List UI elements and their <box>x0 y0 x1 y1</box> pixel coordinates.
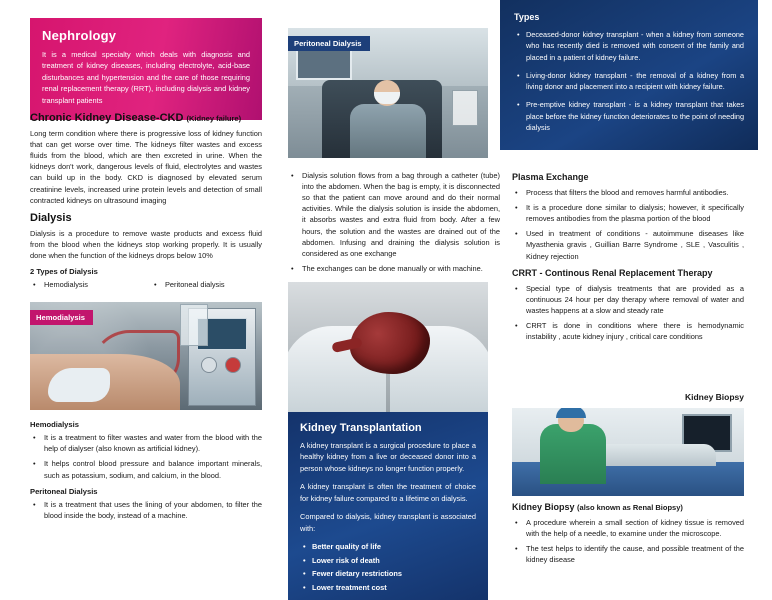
types-list <box>514 29 744 133</box>
gloved-hand <box>48 368 110 402</box>
list-item: • A procedure wherein a small section of kidney tissue is removed with the help of a needle, to examine under the microscope. <box>524 517 744 539</box>
kidney-biopsy-photo <box>512 408 744 496</box>
nephrology-callout <box>30 18 262 120</box>
peritoneal-photo-label: Peritoneal Dialysis <box>288 36 370 51</box>
nephrology-text: It is a medical specialty which deals with diagnosis and treatment of kidney diseases, including electrolyte, acid-base disturbances and hypertension and the care of those requiring renal replacement therapy (RRT), including dialysis and kidney transplant patients <box>42 50 250 105</box>
left-content <box>30 112 262 527</box>
list-item: • The test helps to identify the cause, and possible treatment of the kidney disease <box>524 543 744 565</box>
transplantation-paragraph-2: A kidney transplant is often the treatment of choice for kidney failure compared to a lifetime on dialysis. <box>300 482 476 503</box>
dialysis-type-col-2 <box>151 279 262 294</box>
list-item: • Peritoneal dialysis <box>163 279 262 290</box>
list-item: • Living-donor kidney transplant - the removal of a kidney from a living donor and placement into a recipient with kidney failure. <box>526 70 744 93</box>
nephrology-title: Nephrology <box>42 28 117 43</box>
peritoneal-dialysis-photo <box>288 28 488 158</box>
kidney-biopsy-heading: Kidney Biopsy <box>684 392 744 402</box>
list-item: • CRRT is done in conditions where there is hemodynamic instability , acute kidney injury , critical care conditions <box>524 320 744 342</box>
kidney-biopsy-section <box>512 502 744 571</box>
list-item: • The exchanges can be done manually or with machine. <box>300 263 500 274</box>
transplant-types-callout <box>500 0 758 150</box>
list-item: • Dialysis solution flows from a bag through a catheter (tube) into the abdomen. When the bag is empty, it is disconnected so that the patient can move around and do their normal activities. While the dialysis solution is inside the abdomen, it absorbs wastes and extra fluid from body. After a few hours, the solution and the wastes are drained out of the abdomen. Infusing and draining the dialysis solution is considered as one exchange <box>300 170 500 259</box>
list-item: • It helps control blood pressure and balance important minerals, such as potassium, sodium, and calcium, in the blood. <box>42 458 262 480</box>
patient-draped <box>596 444 716 466</box>
ckd-text: Long term condition where there is progressive loss of kidney function that can get worse over time. The kidneys filter wastes and excess fluids from the blood, which are then excreted in urine. When the kidneys don't work, dangerous levels of fluid, electrolytes and wastes can build up in the body. CKD is diagnosed by elevated serum creatinine levels, increased urine protein levels and detection of small contracted kidneys on ultrasound imaging <box>30 129 262 205</box>
left-column <box>30 0 262 600</box>
right-column <box>512 0 744 600</box>
doctor-scrubs <box>540 424 606 484</box>
list-item: • Used in treatment of conditions - autoimmune diseases like Myasthenia gravis , Guillian Barre Syndrome , SLE , Vasculitis , Kidney rejection <box>524 228 744 261</box>
biopsy-title-text: Kidney Biopsy <box>512 502 575 512</box>
surgical-cap-icon <box>556 408 586 418</box>
types-title: Types <box>514 12 540 22</box>
hemodialysis-photo <box>30 302 262 410</box>
dialysis-solution-bag <box>452 90 478 126</box>
crrt-bullets <box>512 283 744 343</box>
list-item: • It is a treatment to filter wastes and water from the blood with the help of dialyser (also known as artificial kidney). <box>42 432 262 454</box>
list-item: • Special type of dialysis treatments that are provided as a continuous 24 hour per day therapy where removal of water and wastes happens at a slow and steady rate <box>524 283 744 316</box>
ckd-subtitle: (Kidney failure) <box>186 114 242 123</box>
hemodialysis-bullets <box>30 432 262 480</box>
peritoneal-dialysis-bullets <box>288 170 500 278</box>
biopsy-subtitle: (also known as Renal Biopsy) <box>577 503 683 512</box>
machine-knob <box>201 357 217 373</box>
list-item: • It is a treatment that uses the lining of your abdomen, to filter the blood inside the body, instead of a machine. <box>42 499 262 521</box>
list-item: • Fewer dietary restrictions <box>312 568 476 579</box>
list-item: • Pre-emptive kidney transplant - is a kidney transplant that takes place before the kidney function deteriorates to the point of needing dialysis <box>526 99 744 133</box>
hemodialysis-title: Hemodialysis <box>30 420 79 430</box>
list-item: • It is a procedure done similar to dialysis; however, it specifically removes antibodies from the plasma portion of the blood <box>524 202 744 224</box>
list-item: • Better quality of life <box>312 541 476 552</box>
kidney-transplant-photo <box>288 282 488 412</box>
peritoneal-title: Peritoneal Dialysis <box>30 486 98 496</box>
ckd-title-text: Chronic Kidney Disease-CKD <box>30 112 184 124</box>
list-item: • Deceased-donor kidney transplant - when a kidney from someone who has recently died is removed with consent of the family and placed in a patient of kidney failure. <box>526 29 744 63</box>
patient-body <box>350 104 426 158</box>
list-item: • Process that filters the blood and removes harmful antibodies. <box>524 187 744 198</box>
machine-knob-red <box>225 357 241 373</box>
transplantation-paragraph-3: Compared to dialysis, kidney transplant is associated with: <box>300 512 476 533</box>
dialysis-title: Dialysis <box>30 211 72 224</box>
list-item: • Lower risk of death <box>312 555 476 566</box>
list-item: • Lower treatment cost <box>312 582 476 593</box>
peritoneal-bullets <box>30 499 262 521</box>
plasma-exchange-title: Plasma Exchange <box>512 172 589 182</box>
transplantation-benefits <box>300 541 476 593</box>
transplantation-title: Kidney Transplantation <box>300 422 422 434</box>
dialysis-text: Dialysis is a procedure to remove waste products and excess fluid from the blood when the kidneys stop working properly. It is usually done when the function of the kidneys drops below 10% <box>30 228 262 260</box>
middle-column <box>288 0 500 600</box>
dialysis-type-col-1 <box>30 279 141 294</box>
list-item: • Hemodialysis <box>42 279 141 290</box>
kidney-organ <box>350 312 430 374</box>
fluid-bag <box>180 304 208 346</box>
biopsy-title <box>512 502 744 512</box>
hemodialysis-photo-label: Hemodialysis <box>30 310 93 325</box>
biopsy-bullets <box>512 517 744 565</box>
dialysis-types-list <box>30 279 262 294</box>
right-edge-margin <box>758 0 772 600</box>
dialysis-types-heading: 2 Types of Dialysis <box>30 267 98 277</box>
ckd-title <box>30 112 262 124</box>
plasma-exchange-bullets <box>512 187 744 262</box>
crrt-title: CRRT - Continous Renal Replacement Therapy <box>512 267 713 278</box>
kidney-transplantation-callout <box>288 412 488 600</box>
transplantation-paragraph-1: A kidney transplant is a surgical procedure to place a healthy kidney from a live or deceased donor into a person whose kidneys no longer function properly. <box>300 441 476 473</box>
right-content <box>512 172 744 348</box>
